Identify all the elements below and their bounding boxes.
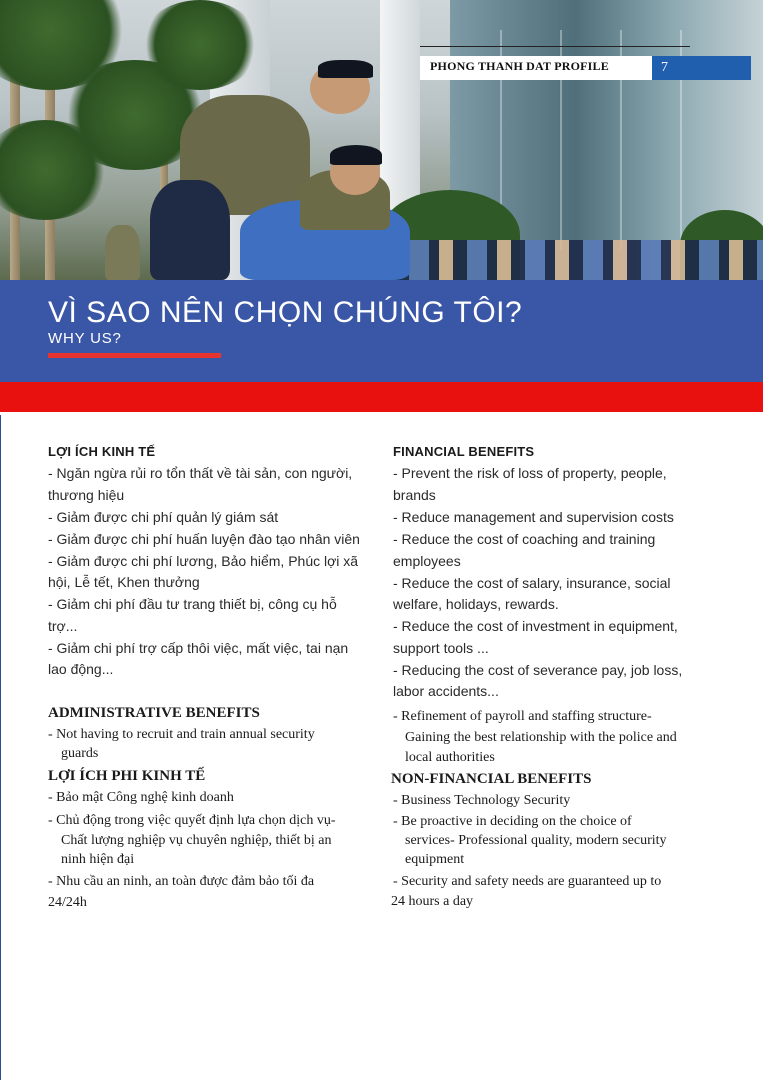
financial-line: - Reduce the cost of salary, insurance, social — [393, 575, 671, 591]
non-financial-line: - Security and safety needs are guaranteed up to — [393, 874, 662, 889]
non-economic-line: - Chủ động trong việc quyết định lựa chọn dịch vụ- — [48, 813, 336, 828]
economic-line: - Giảm chi phí đầu tư trang thiết bị, công cụ hỗ — [48, 596, 337, 612]
non-economic-line: Chất lượng nghiệp vụ chuyên nghiệp, thiết bị an — [61, 833, 332, 848]
red-band — [0, 382, 763, 412]
left-edge-rule — [0, 415, 1, 1080]
title-underline — [48, 353, 221, 358]
non-economic-line: 24/24h — [48, 895, 87, 910]
hero-photo — [0, 0, 763, 280]
non-financial-benefits-heading: NON-FINANCIAL BENEFITS — [391, 771, 592, 787]
non-financial-line: - Business Technology Security — [393, 793, 571, 808]
admin-right-line: - Refinement of payroll and staffing structure- — [393, 709, 652, 724]
administrative-benefits-heading: ADMINISTRATIVE BENEFITS — [48, 705, 260, 721]
economic-benefits-heading: LỢI ÍCH KINH TẾ — [48, 444, 156, 459]
non-economic-line: - Bảo mật Công nghệ kinh doanh — [48, 790, 234, 805]
admin-right-line: local authorities — [405, 750, 495, 765]
economic-line: - Giảm được chi phí lương, Bảo hiểm, Phúc lợi xã — [48, 553, 359, 569]
financial-line: welfare, holidays, rewards. — [393, 596, 559, 612]
page-subtitle: WHY US? — [48, 330, 122, 347]
economic-line: hội, Lễ tết, Khen thưởng — [48, 574, 200, 590]
economic-line: - Ngăn ngừa rủi ro tổn thất về tài sản, con người, — [48, 465, 353, 481]
non-financial-line: 24 hours a day — [391, 894, 474, 909]
financial-line: - Prevent the risk of loss of property, people, — [393, 465, 667, 481]
financial-line: - Reduce management and supervision costs — [393, 509, 674, 525]
admin-line: guards — [61, 746, 99, 761]
financial-line: - Reduce the cost of coaching and training — [393, 531, 656, 547]
page-title: VÌ SAO NÊN CHỌN CHÚNG TÔI? — [48, 296, 523, 329]
page-number: 7 — [652, 56, 751, 80]
financial-benefits-heading: FINANCIAL BENEFITS — [393, 444, 535, 459]
header-rule — [420, 46, 690, 47]
economic-line: lao động... — [48, 661, 114, 677]
non-financial-line: services- Professional quality, modern security — [405, 833, 667, 848]
profile-label: PHONG THANH DAT PROFILE — [430, 59, 609, 73]
non-financial-line: - Be proactive in deciding on the choice of — [393, 814, 632, 829]
financial-line: - Reduce the cost of investment in equipment, — [393, 618, 678, 634]
admin-line: - Not having to recruit and train annual security — [48, 727, 315, 742]
admin-right-line: Gaining the best relationship with the police and — [405, 730, 677, 745]
economic-line: - Giảm được chi phí quản lý giám sát — [48, 509, 279, 525]
financial-line: - Reducing the cost of severance pay, job loss, — [393, 662, 683, 678]
non-financial-line: equipment — [405, 852, 465, 867]
non-economic-benefits-heading: LỢI ÍCH PHI KINH TẾ — [48, 768, 206, 784]
financial-line: labor accidents... — [393, 683, 499, 699]
economic-line: thương hiệu — [48, 487, 125, 503]
financial-line: employees — [393, 553, 461, 569]
non-economic-line: ninh hiện đại — [61, 852, 135, 867]
financial-line: brands — [393, 487, 436, 503]
economic-line: - Giảm được chi phí huấn luyện đào tạo nhân viên — [48, 531, 360, 547]
financial-line: support tools ... — [393, 640, 489, 656]
non-economic-line: - Nhu cầu an ninh, an toàn được đảm bảo tối đa — [48, 874, 315, 889]
economic-line: trợ... — [48, 618, 78, 634]
economic-line: - Giảm chi phí trợ cấp thôi việc, mất việc, tai nạn — [48, 640, 349, 656]
